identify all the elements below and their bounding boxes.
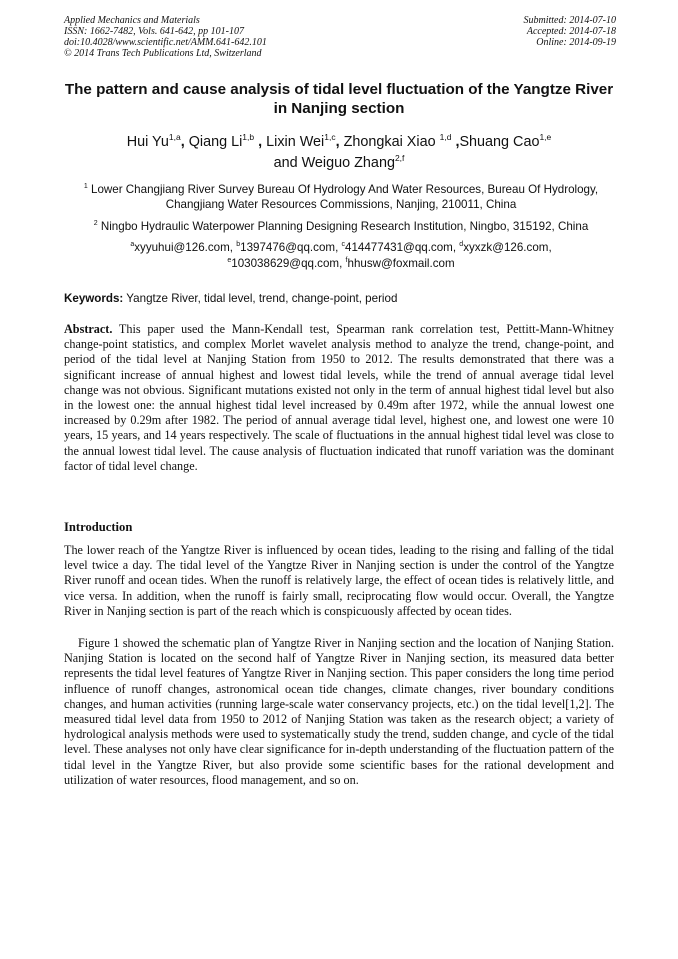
email-list: $^a$xyyuhui@126.com, $^b$1397476@qq.com, $^c$414477431@qq.com, $^d$xyxzk@126.com, $^e$103038629@qq.com, $^f$hhusw@foxmail.com xyxy=(130,241,552,270)
publication-dates xyxy=(524,15,617,48)
affiliation-number: 1 xyxy=(83,183,88,190)
author-affil-mark: 1,c xyxy=(324,132,336,142)
online-date: Online: 2014-09-19 xyxy=(536,37,616,48)
email-address[interactable]: 414477431@qq.com xyxy=(345,241,453,254)
abstract xyxy=(64,322,614,474)
abstract-label: Abstract. xyxy=(64,322,113,336)
author-affil-mark: 1,a xyxy=(168,132,181,142)
keywords xyxy=(64,291,618,306)
affiliation-text: Ningbo Hydraulic Waterpower Planning Designing Research Institution, Ningbo, 315192, China xyxy=(100,220,589,233)
email-key: e xyxy=(227,257,232,264)
author-name: Hui Yu xyxy=(126,134,169,150)
email-address[interactable]: hhusw@foxmail.com xyxy=(347,257,455,270)
email-key: a xyxy=(130,241,135,248)
author-affil-mark: 1,b xyxy=(242,132,255,142)
affiliation-number: 2 xyxy=(93,220,98,227)
author-name: Shuang Cao xyxy=(459,134,540,150)
email-key: b xyxy=(236,241,241,248)
author-and: and xyxy=(273,155,298,171)
author-name: Zhongkai Xiao xyxy=(343,134,436,150)
email-key: f xyxy=(345,257,348,264)
author-affil-mark: 1,e xyxy=(539,132,552,142)
accepted-date: Accepted: 2014-07-18 xyxy=(526,26,616,37)
introduction-paragraph: The lower reach of the Yangtze River is influenced by ocean tides, leading to the rising and falling of the tidal level twice a day. The tidal level of the Yangtze River in Nanjing section is under the control of the Yangtze River runoff and ocean tides. When the runoff is relatively large, the effect of ocean tides is relatively little, and vice versa. In addition, when the runoff is fairly small, reciprocating flow would occur. Overall, the Yangtze River in Nanjing section is part of the reach which is conspicuously affected by ocean tides. xyxy=(64,543,614,618)
introduction-paragraph: Figure 1 showed the schematic plan of Yangtze River in Nanjing section and the location of Nanjing Station. Nanjing Station is located on the second half of Yangtze River in Nanjing section, its measured data better represents the tidal level features of Yangtze River in Nanjing section. This paper considers the long time period influence of runoff changes, astronomical ocean tide changes, climate changes, river boundary conditions changes, and human activities (running large-scale water conservancy projects, etc.) on the tidal level[1,2]. The measured tidal level data from 1950 to 2012 of Nanjing Station was taken as the research object; a variety of hydrological analysis methods were used to systematically study the trend, sudden change, and cycle of the tidal level. These analyses not only have clear significance for in-depth understanding of the fluctuation pattern of the tidal level in the Yangtze River, but also provide some scientific bases for the rational development and utilization of water resources, flood management, and so on. xyxy=(64,636,614,787)
introduction-heading: Introduction xyxy=(64,520,133,534)
email-address[interactable]: xyyuhui@126.com xyxy=(134,241,230,254)
author-affil-mark: 1,d xyxy=(439,132,452,142)
email-key: d xyxy=(459,241,464,248)
paper-title: The pattern and cause analysis of tidal level fluctuation of the Yangtze River in Nanjing section xyxy=(64,81,614,117)
affiliation-text: Lower Changjiang River Survey Bureau Of Hydrology And Water Resources, Bureau Of Hydrology, Changjiang Water Resources Commissions, Nanjing, 210011, China xyxy=(91,183,599,211)
affiliation-1 xyxy=(64,182,618,212)
author-affil-mark: 2,f xyxy=(394,153,405,163)
submitted-date: Submitted: 2014-07-10 xyxy=(523,15,616,26)
email-key: c xyxy=(341,241,346,248)
keywords-label: Keywords: xyxy=(64,292,124,305)
email-address[interactable]: xyxzk@126.com xyxy=(463,241,549,254)
abstract-text: This paper used the Mann-Kendall test, Spearman rank correlation test, Pettitt-Mann-Whitney change-point statistics, and complex Morlet wavelet analysis method to analyze the trend, change-point, and period of the tidal level at Nanjing Station from 1950 to 2012. The results demonstrated that there was a significant increase of annual highest and lowest tidal levels, while the trend of annual average tidal level change was not obvious. Significant mutations existed not only in the term of annual highest tidal level but also in the lowest one: the annual highest tidal level increased by 0.49m after 1972, while the annual lowest one increased by 0.29m after 1982. The period of annual average tidal level, highest one, and lowest one were 10 years, 15 years, and 14 years respectively. The scale of fluctuations in the annual highest tidal level was close to the annual lowest tidal level. The cause analysis of fluctuation indicated that runoff variation was the dominant factor of tidal level change. xyxy=(64,322,614,473)
author-name: Weiguo Zhang xyxy=(301,155,395,171)
email-address[interactable]: 103038629@qq.com xyxy=(231,257,340,270)
author-list: Hui Yu$^{1,a}$, Qiang Li$^{1,b}$ , Lixin Wei$^{1,c}$, Zhongkai Xiao $^{1,d}$ ,Shuang Cao$^{1,e}$ and Weiguo Zhang$^{2,f}$ xyxy=(126,132,552,171)
copyright-line: © 2014 Trans Tech Publications Ltd, Switzerland xyxy=(64,48,262,59)
email-address[interactable]: 1397476@qq.com xyxy=(240,241,336,254)
author-name: Lixin Wei xyxy=(266,134,325,150)
journal-info xyxy=(64,15,267,59)
affiliation-2 xyxy=(64,219,618,234)
journal-name: Applied Mechanics and Materials xyxy=(64,15,200,26)
doi-line[interactable]: doi:10.4028/www.scientific.net/AMM.641-642.101 xyxy=(64,37,267,48)
issn-line: ISSN: 1662-7482, Vols. 641-642, pp 101-107 xyxy=(64,26,244,37)
keywords-text: Yangtze River, tidal level, trend, change-point, period xyxy=(126,292,398,305)
author-name: Qiang Li xyxy=(188,134,243,150)
